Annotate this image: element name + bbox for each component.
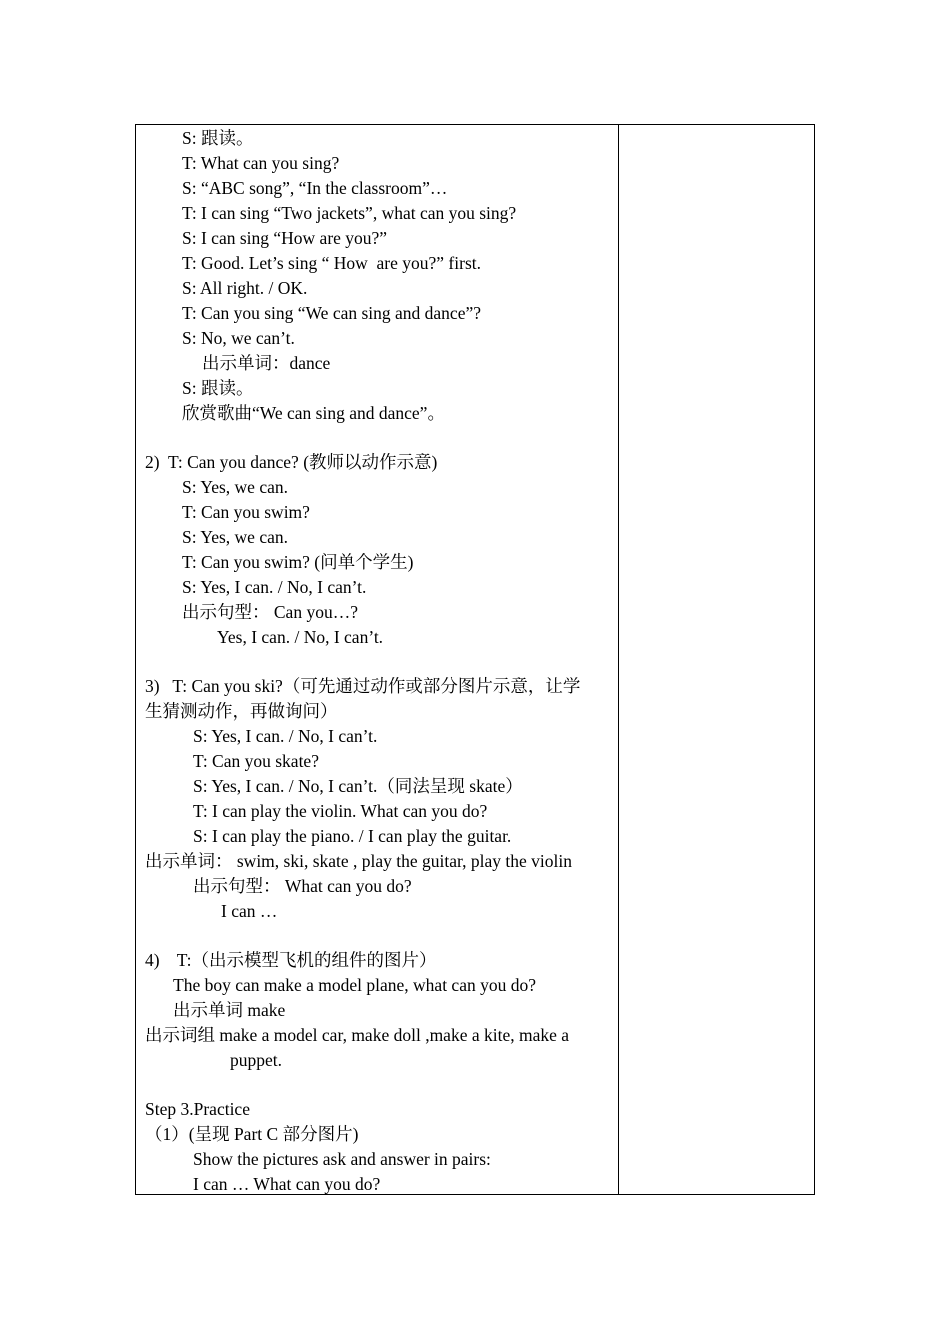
- column-divider: [618, 125, 619, 1194]
- text-line: 出示单词： swim, ski, skate , play the guitar, play the violin: [145, 851, 573, 871]
- section-heading: Step 3.Practice: [145, 1099, 250, 1119]
- text-line: I can …: [221, 901, 278, 921]
- text-line: S: Yes, we can.: [182, 477, 288, 497]
- text-line: 出示单词：dance: [202, 353, 331, 373]
- text-line: T: What can you sing?: [182, 153, 340, 173]
- text-line: 欣赏歌曲“We can sing and dance”。: [182, 403, 445, 423]
- text-line: 4) T:（出示模型飞机的组件的图片）: [145, 950, 437, 970]
- text-line: 生猜测动作，再做询问）: [145, 701, 338, 721]
- text-line: S: No, we can’t.: [182, 328, 295, 348]
- text-line: Show the pictures ask and answer in pairs:: [193, 1149, 491, 1169]
- text-line: 出示单词 make: [173, 1000, 286, 1020]
- text-line: T: Can you skate?: [193, 751, 319, 771]
- text-line: 出示句型： What can you do?: [193, 876, 412, 896]
- text-line: S: Yes, I can. / No, I can’t.: [182, 577, 367, 597]
- text-line: S: Yes, we can.: [182, 527, 288, 547]
- text-line: （1）(呈现 Part C 部分图片): [145, 1124, 359, 1144]
- text-line: T: I can play the violin. What can you do?: [193, 801, 488, 821]
- text-line: 3) T: Can you ski?（可先通过动作或部分图片示意，让学: [145, 676, 581, 696]
- text-line: S: Yes, I can. / No, I can’t.: [193, 726, 378, 746]
- text-line: T: Good. Let’s sing “ How are you?” first.: [182, 253, 481, 273]
- text-line: S: “ABC song”, “In the classroom”…: [182, 178, 448, 198]
- text-line: S: I can play the piano. / I can play the guitar.: [193, 826, 512, 846]
- text-line: Yes, I can. / No, I can’t.: [217, 627, 384, 647]
- text-line: S: 跟读。: [182, 378, 254, 398]
- text-line: I can … What can you do?: [193, 1174, 381, 1194]
- lesson-plan-table: [135, 124, 815, 1195]
- text-line: 2) T: Can you dance? (教师以动作示意): [145, 452, 438, 472]
- text-line: S: 跟读。: [182, 128, 254, 148]
- text-line: The boy can make a model plane, what can you do?: [173, 975, 536, 995]
- text-line: S: All right. / OK.: [182, 278, 308, 298]
- text-line: 出示句型： Can you…?: [182, 602, 358, 622]
- text-line: 出示词组 make a model car, make doll ,make a kite, make a: [145, 1025, 570, 1045]
- text-line: T: Can you sing “We can sing and dance”?: [182, 303, 482, 323]
- text-line: T: Can you swim? (问单个学生): [182, 552, 414, 572]
- text-line: T: Can you swim?: [182, 502, 310, 522]
- text-line: S: I can sing “How are you?”: [182, 228, 388, 248]
- text-line: T: I can sing “Two jackets”, what can you sing?: [182, 203, 517, 223]
- text-line: puppet.: [230, 1050, 283, 1070]
- text-line: S: Yes, I can. / No, I can’t.（同法呈现 skate）: [193, 776, 523, 796]
